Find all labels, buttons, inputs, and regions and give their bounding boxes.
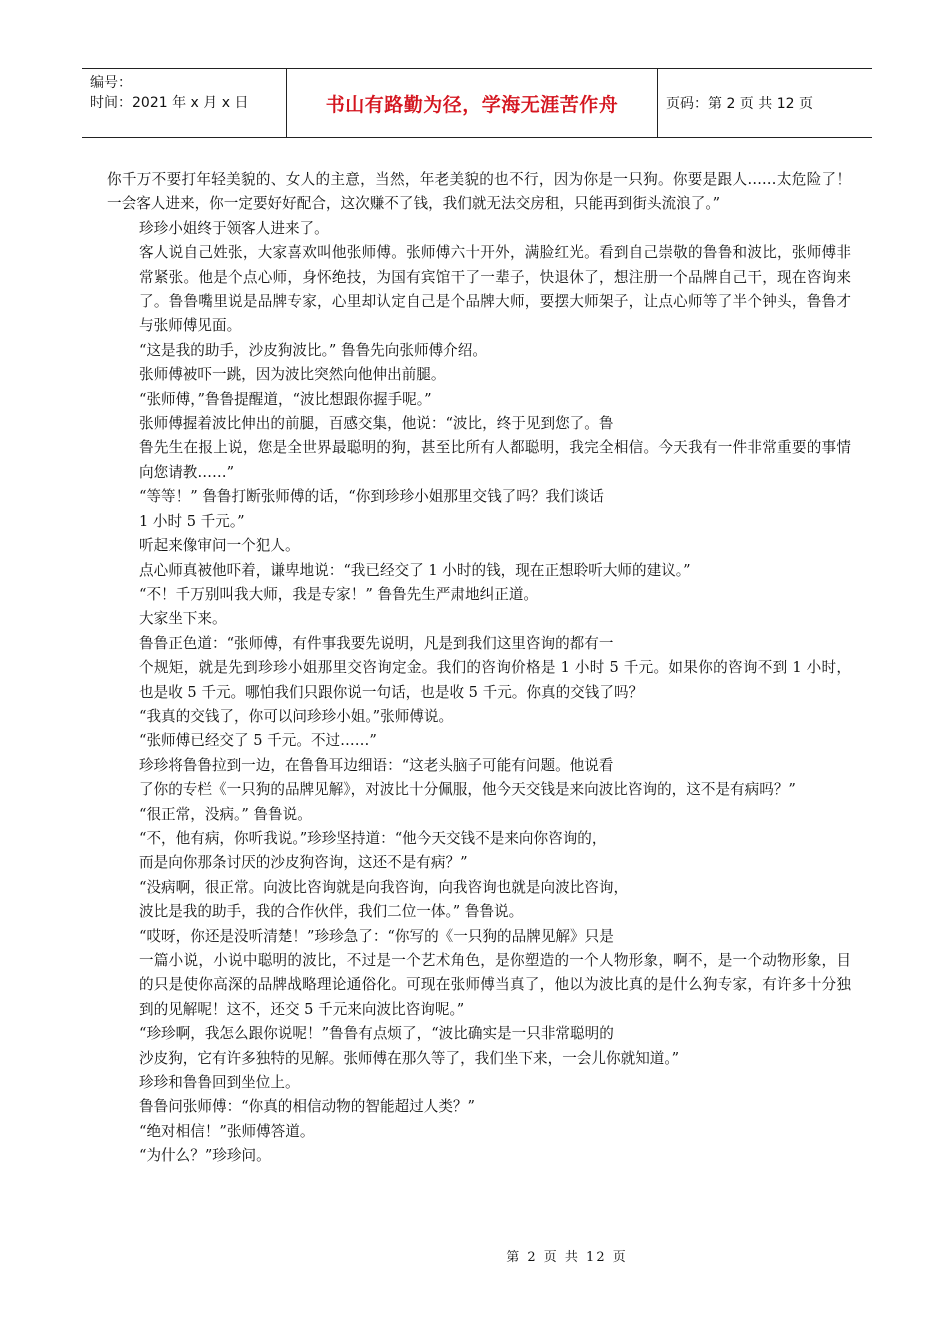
paragraph: 波比是我的助手，我的合作伙伴，我们二位一体。” 鲁鲁说。 [139, 903, 524, 921]
paragraph: 张师傅握着波比伸出的前腿，百感交集，他说：“波比，终于见到您了。鲁 [139, 415, 614, 433]
paragraph: “张师傅，”鲁鲁提醒道，“波比想跟你握手呢。” [139, 390, 432, 408]
paragraph: 鲁鲁正色道：“张师傅，有件事我要先说明，凡是到我们这里咨询的都有一 [139, 634, 614, 652]
paragraph: “等等！” 鲁鲁打断张师傅的话，“你到珍珍小姐那里交钱了吗？我们谈话 [139, 488, 604, 506]
paragraph: “张师傅已经交了 5 千元。不过……” [139, 732, 377, 750]
paragraph: “不！千万别叫我大师，我是专家！” 鲁鲁先生严肃地纠正道。 [139, 585, 539, 603]
paragraph: “绝对相信！”张师傅答道。 [139, 1122, 315, 1140]
paragraph: “哎呀，你还是没听清楚！”珍珍急了：“你写的《一只狗的品牌见解》只是 [139, 927, 614, 945]
paragraph: 珍珍和鲁鲁回到坐位上。 [139, 1074, 300, 1092]
paragraph: “没病啊，很正常。向波比咨询就是向我咨询，向我咨询也就是向波比咨询， [139, 878, 629, 896]
paragraph: 客人说自己姓张，大家喜欢叫他张师傅。张师傅六十开外，满脸红光。看到自己崇敬的鲁鲁和波比，张师傅非常紧张。他是个点心师，身怀绝技，为国有宾馆干了一辈子，快退休了，想注册一个品牌自己干，现在咨询来了。鲁鲁嘴里说是品牌专家，心里却认定自己是个品牌大师，要摆大师架子，让点心师等了半个钟头，鲁鲁才与张师傅见面。 [139, 244, 851, 335]
paragraph: “很正常，没病。” 鲁鲁说。 [139, 805, 312, 823]
paragraph: “这是我的助手，沙皮狗波比。” 鲁鲁先向张师傅介绍。 [139, 341, 487, 359]
page-header [82, 68, 872, 138]
paragraph: 鲁鲁问张师傅：“你真的相信动物的智能超过人类？” [139, 1098, 475, 1116]
paragraph: 听起来像审问一个犯人。 [139, 537, 300, 555]
paragraph: 大家坐下来。 [139, 610, 227, 628]
paragraph: 珍珍将鲁鲁拉到一边，在鲁鲁耳边细语：“这老头脑子可能有问题。他说看 [139, 756, 614, 774]
paragraph: 点心师真被他吓着，谦卑地说：“我已经交了 1 小时的钱，现在正想聆听大师的建议。” [139, 561, 691, 579]
paragraph: 个规矩，就是先到珍珍小姐那里交咨询定金。我们的咨询价格是 1 小时 5 千元。如果你的咨询不到 1 小时，也是收 5 千元。哪怕我们只跟你说一句话，也是收 5 千元。你真的交钱了吗？ [139, 659, 851, 701]
paragraph: 了你的专栏《一只狗的品牌见解》，对波比十分佩服，他今天交钱是来向波比咨询的，这不是有病吗？” [139, 781, 796, 799]
paragraph: 沙皮狗，它有许多独特的见解。张师傅在那久等了，我们坐下来，一会儿你就知道。” [139, 1049, 680, 1067]
paragraph: 一篇小说，小说中聪明的波比，不过是一个艺术角色，是你塑造的一个人物形象，啊不，是一个动物形象，目的只是使你高深的品牌战略理论通俗化。可现在张师傅当真了，他以为波比真的是什么狗专家，有许多十分独到的见解呢！这不，还交 5 千元来向波比咨询呢。” [139, 952, 851, 1018]
document-date-label: 时间：2021 年 x 月 x 日 [90, 95, 249, 111]
paragraph: 1 小时 5 千元。” [139, 512, 245, 530]
paragraph: 你千万不要打年轻美貌的、女人的主意，当然，年老美貌的也不行，因为你是一只狗。你要是跟人……太危险了！一会客人进来，你一定要好好配合，这次赚不了钱，我们就无法交房租，只能再到街头流浪了。” [107, 171, 851, 213]
paragraph: “为什么？”珍珍问。 [139, 1147, 271, 1165]
header-page-label: 页码：第 2 页 共 12 页 [666, 96, 813, 112]
paragraph: 珍珍小姐终于领客人进来了。 [139, 219, 329, 237]
header-motto: 书山有路勤为径，学海无涯苦作舟 [286, 69, 658, 137]
page-footer: 第 2 页 共 12 页 [506, 1250, 628, 1265]
paragraph: “珍珍啊，我怎么跟你说呢！”鲁鲁有点烦了，“波比确实是一只非常聪明的 [139, 1025, 614, 1043]
header-meta [82, 69, 286, 137]
paragraph: 鲁先生在报上说，您是全世界最聪明的狗，甚至比所有人都聪明，我完全相信。今天我有一件非常重要的事情向您请教……” [139, 439, 851, 481]
paragraph: “不，他有病，你听我说。”珍珍坚持道：“他今天交钱不是来向你咨询的， [139, 829, 607, 847]
paragraph: “我真的交钱了，你可以问珍珍小姐。”张师傅说。 [139, 707, 454, 725]
document-number-label: 编号： [90, 75, 132, 91]
paragraph: 张师傅被吓一跳，因为波比突然向他伸出前腿。 [139, 366, 446, 384]
document-body [107, 168, 851, 1169]
paragraph: 而是向你那条讨厌的沙皮狗咨询，这还不是有病？” [139, 854, 468, 872]
